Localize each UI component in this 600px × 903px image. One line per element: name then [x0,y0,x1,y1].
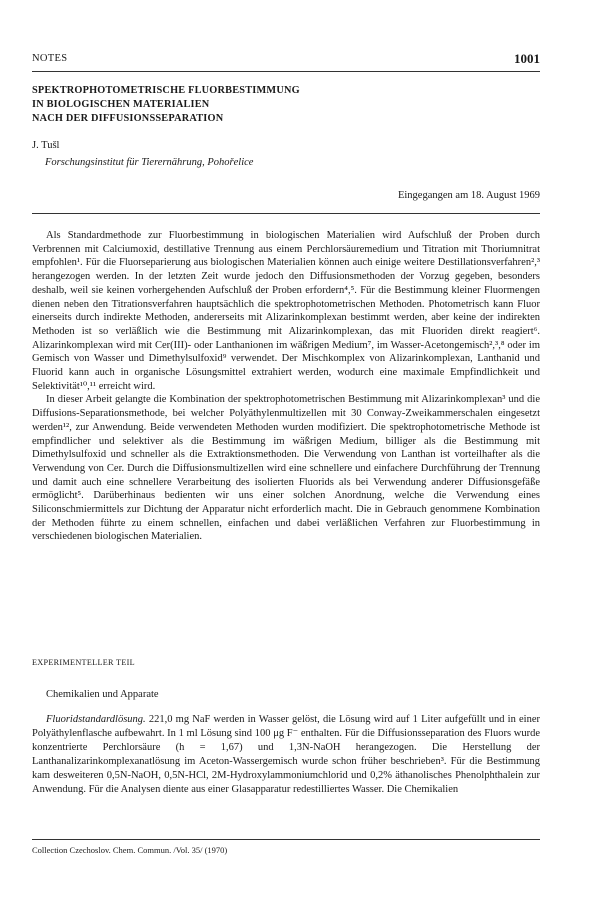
paragraph-text: 221,0 mg NaF werden in Wasser gelöst, die Lösung wird auf 1 Liter aufgefüllt und in einer Polyäthylenflasche aufbewahrt. In 1 ml Lösung sind 100 μg F⁻ enthalten. Für die Diffusionsseparation des Fluors wurde konzentrierte Perchlorsäure (h = 1,67) und 1,3N-NaOH herangezogen. Die Herstellung der Lanthanalizarinkomplexanatlösung im Aceton-Wassergemisch wurde schon früher beschrieben³. Für die Bestimmung kam desweiteren 0,5N-NaOH, 0,5N-HCl, 2M-Hydroxylammoniumchlorid und 0,2% äthanolisches Phenolphthalein zur Anwendung. Für die Analysen diente aus einer Glasapparatur redestilliertes Wasser. Die Chemikalien [32,714,540,795]
title-line: NACH DER DIFFUSIONSSEPARATION [32,113,224,124]
experimental-text [32,713,540,797]
header-rule [32,71,540,72]
footer-rule [32,839,540,840]
author-name: J. Tušl [32,140,60,151]
paragraph: Als Standardmethode zur Fluorbestimmung in biologischen Materialien wird Aufschluß der Proben durch Verbrennen mit Calciumoxid, destillative Trennung aus einem Perchlorsäuremedium und Titration mit Thoriumnitrat empfohlen¹. Für die Fluorseparierung aus biologischen Materialien können auch einige weitere Destillationsverfahren²,³ herangezogen werden. In der letzten Zeit wurde jedoch den Diffusionsmethoden der Vorzug gegeben, besonders deshalb, weil sie keinen vorhergehenden Aufschluß der Proben erfordern⁴,⁵. Für die Bestimmung kleiner Fluormengen dienen neben den Titrationsverfahren hauptsächlich die spektrophotometrischen Methoden. Photometrisch kann Fluor einerseits durch indirekte Methoden, andererseits mit Alizarinkomplexan bestimmt werden, aber keine der indirekten Methoden ist so verläßlich wie die Bestimmung mit Alizarinkomplexan, das mit Fluoriden direkt reagiert⁶. Alizarinkomplexan wird mit Cer(III)- oder Lanthanionen im wäßrigen Medium⁷, im Wasser-Acetongemisch²,³,⁸ oder im Gemisch von Wasser und Dimethylsulfoxid⁹ verwendet. Der Mischkomplex von Alizarinkomplexan, Lanthanid und Fluorid kann auch in organische Lösungsmittel extrahiert werden, wodurch eine maximale Empfindlichkeit und Selektivität¹⁰,¹¹ erreicht wird. [32,230,540,392]
page-number: 1001 [514,51,540,66]
author-affiliation: Forschungsinstitut für Tierernährung, Pohořelice [45,157,254,168]
paragraph: In dieser Arbeit gelangte die Kombination der spektrophotometrischen Bestimmung mit Alizarinkomplexan³ und die Diffusions-Separationsmethode, bei welcher Polyäthylenmultizellen mit 30 Conway-Zweikammerschalen eingesetzt werden¹², zur Anwendung. Beide verwendeten Methoden wurden modifiziert. Die spektrophotometrische Methode ist empfindlicher und selektiver als die Bestimmung im wäßrigen Medium, billiger als die Bestimmung mit Dimethylsulfoxid und schneller als die Extraktionsmethoden. Die Verwendung von Lanthan ist vorteilhafter als die Verwendung von Cer. Durch die Diffusionsmultizellen wird eine schnellere und einfachere Durchführung der Trennung und damit auch eine schnellere Verarbeitung des isolierten Fluorids als bei Verwendung anderer Diffusionsgefäße ermöglicht⁵. Darüberhinaus bedienten wir uns einer solchen Anordnung, welche die Verwendung eines Siliconschmiermittels zur Dichtung der Apparatur nicht erforderlich macht. Die in Gebrauch genommene Kombination der Methoden führte zu einem schnellen, einfachen und dabei verläßlichen Verfahren zur Fluorbestimmung in verschiedenen biologischen Materialien. [32,394,540,543]
title-line: SPEKTROPHOTOMETRISCHE FLUORBESTIMMUNG [32,85,300,96]
paragraph-lead: Fluoridstandardlösung. [46,714,146,725]
article-title [32,84,540,126]
title-block-rule [32,213,540,214]
journal-citation: Collection Czechoslov. Chem. Commun. /Vol. 35/ (1970) [32,845,228,855]
introduction [32,229,540,544]
section-heading: EXPERIMENTELLER TEIL [32,658,135,667]
title-line: IN BIOLOGISCHEN MATERIALIEN [32,99,210,110]
section-label: NOTES [32,53,68,64]
paragraph [32,713,540,797]
received-date: Eingegangen am 18. August 1969 [397,190,540,201]
subsection-heading: Chemikalien und Apparate [46,689,159,700]
running-header [32,53,540,67]
